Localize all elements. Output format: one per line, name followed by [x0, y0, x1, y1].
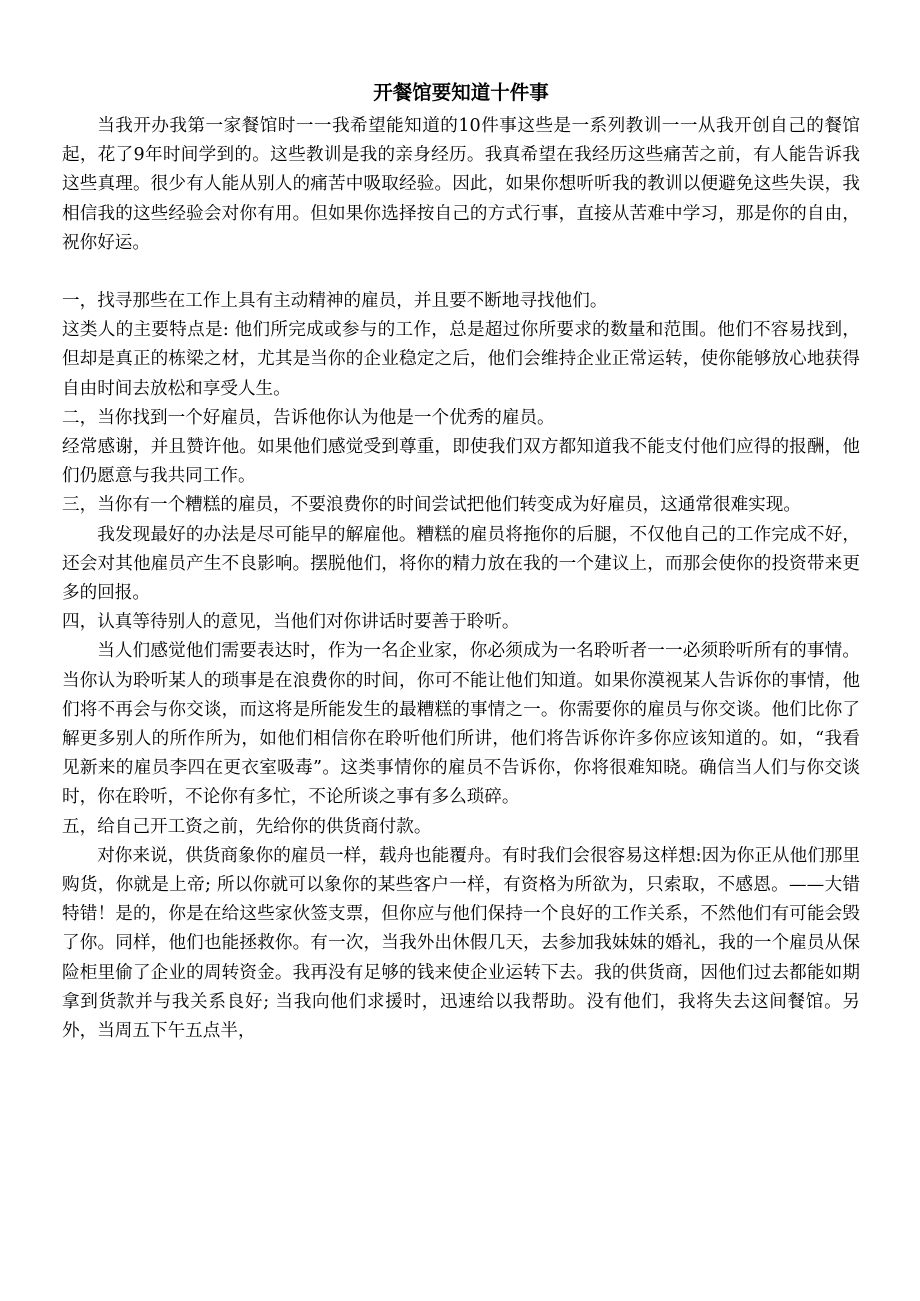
section-body-1: 这类人的主要特点是: 他们所完成或参与的工作，总是超过你所要求的数量和范围。他们不容易找到，但却是真正的栋梁之材，尤其是当你的企业稳定之后，他们会维持企业正常运转，使你能够放心地获得自由时间去放松和享受人生。 — [62, 320, 860, 399]
document-page — [62, 78, 860, 1046]
section-heading-5: 五，给自己开工资之前，先给你的供货商付款。 — [62, 816, 432, 837]
section-body-5: 对你来说，供货商象你的雇员一样，载舟也能覆舟。有时我们会很容易这样想:因为你正从他们那里购货，你就是上帝; 所以你就可以象你的某些客户一样，有资格为所欲为，只索取，不感恩。——大错特错！是的，你是在给这些家伙签支票，但你应与他们保持一个良好的工作关系，不然他们有可能会毁了你。同样，他们也能拯救你。有一次，当我外出休假几天，去参加我妹妹的婚礼，我的一个雇员从保险柜里偷了企业的周转资金。我再没有足够的钱来使企业运转下去。我的供货商，因他们过去都能如期拿到货款并与我关系良好; 当我向他们求援时，迅速给以我帮助。没有他们，我将失去这间餐馆。另外，当周五下午五点半， — [62, 845, 860, 1042]
section-heading-4: 四，认真等待别人的意见，当他们对你讲话时要善于聆听。 — [62, 612, 520, 633]
intro-paragraph: 当我开办我第一家餐馆时一一我希望能知道的10件事这些是一系列教训一一从我开创自己的餐馆起，花了9年时间学到的。这些教训是我的亲身经历。我真希望在我经历这些痛苦之前，有人能告诉我这些真理。很少有人能从别人的痛苦中吸取经验。因此，如果你想听听我的教训以便避免这些失误，我相信我的这些经验会对你有用。但如果你选择按自己的方式行事，直接从苦难中学习，那是你的自由，祝你好运。 — [62, 116, 860, 253]
blank-line — [62, 258, 860, 287]
section-body-3: 我发现最好的办法是尽可能早的解雇他。糟糕的雇员将拖你的后腿，不仅他自己的工作完成不好，还会对其他雇员产生不良影响。摆脱他们，将你的精力放在我的一个建议上，而那会使你的投资带来更多的回报。 — [62, 524, 860, 604]
section-heading-3: 三，当你有一个糟糕的雇员，不要浪费你的时间尝试把他们转变成为好雇员，这通常很难实现。 — [62, 495, 801, 516]
section-heading-2: 二，当你找到一个好雇员，告诉他你认为他是一个优秀的雇员。 — [62, 407, 555, 428]
document-title: 开餐馆要知道十件事 — [373, 81, 549, 104]
section-body-4: 当人们感觉他们需要表达时，作为一名企业家，你必须成为一名聆听者一一必须聆听所有的事情。当你认为聆听某人的琐事是在浪费你的时间，你可不能让他们知道。如果你漠视某人告诉你的事情，他们将不再会与你交谈，而这将是所能发生的最糟糕的事情之一。你需要你的雇员与你交谈。他们比你了解更多别人的所作所为，如他们相信你在聆听他们所讲，他们将告诉你许多你应该知道的。如，“我看见新来的雇员李四在更衣室吸毒”。这类事情你的雇员不告诉你，你将很难知晓。确信当人们与你交谈时，你在聆听，不论你有多忙，不论所谈之事有多么琐碎。 — [62, 641, 860, 808]
section-heading-1: 一，找寻那些在工作上具有主动精神的雇员，并且要不断地寻找他们。 — [62, 291, 608, 312]
section-body-2: 经常感谢，并且赞许他。如果他们感觉受到尊重，即使我们双方都知道我不能支付他们应得的报酬，他们仍愿意与我共同工作。 — [62, 437, 860, 487]
